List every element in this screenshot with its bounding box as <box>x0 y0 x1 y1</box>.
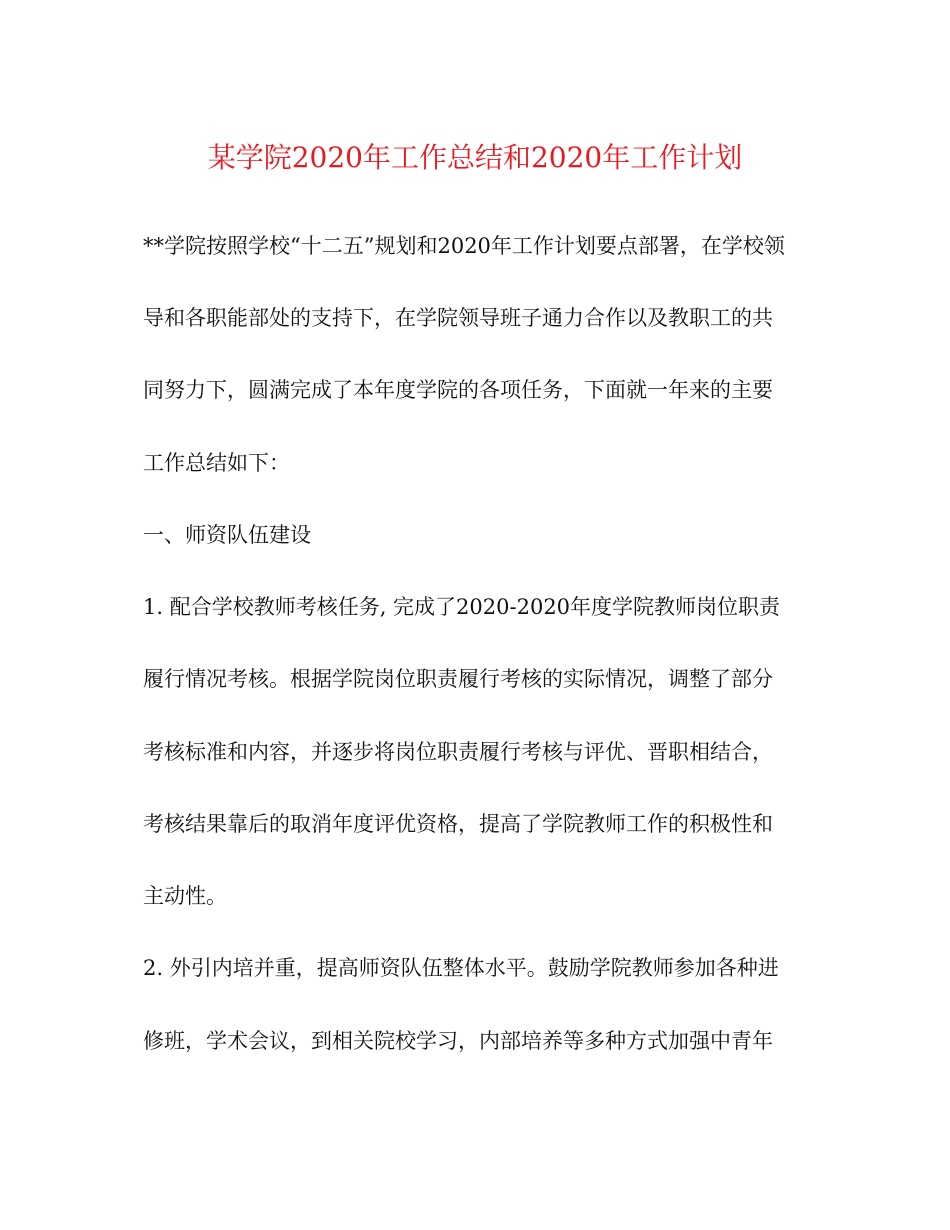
paragraph-line: 考核结果靠后的取消年度评优资格，提高了学院教师工作的积极性和 <box>143 812 773 836</box>
paragraph-line: 导和各职能部处的支持下，在学院领导班子通力合作以及教职工的共 <box>143 306 773 330</box>
paragraph-line: 主动性。 <box>143 884 227 908</box>
paragraph-line: 同努力下，圆满完成了本年度学院的各项任务，下面就一年来的主要 <box>143 378 773 402</box>
paragraph-line: 2. 外引内培并重，提高师资队伍整体水平。鼓励学院教师参加各种进 <box>143 956 779 980</box>
paragraph-line: 修班，学术会议，到相关院校学习，内部培养等多种方式加强中青年 <box>143 1029 773 1053</box>
paragraph-line: 考核标准和内容，并逐步将岗位职责履行考核与评优、晋职相结合， <box>143 740 773 764</box>
paragraph-line: **学院按照学校“十二五”规划和2020年工作计划要点部署，在学校领 <box>143 234 785 258</box>
document-title: 某学院2020年工作总结和2020年工作计划 <box>207 141 743 174</box>
paragraph-line: 履行情况考核。根据学院岗位职责履行考核的实际情况，调整了部分 <box>143 667 773 691</box>
paragraph-line: 工作总结如下： <box>143 451 290 475</box>
section-heading: 一、师资队伍建设 <box>143 523 311 547</box>
paragraph-line: 1. 配合学校教师考核任务, 完成了2020-2020年度学院教师岗位职责 <box>143 595 781 619</box>
